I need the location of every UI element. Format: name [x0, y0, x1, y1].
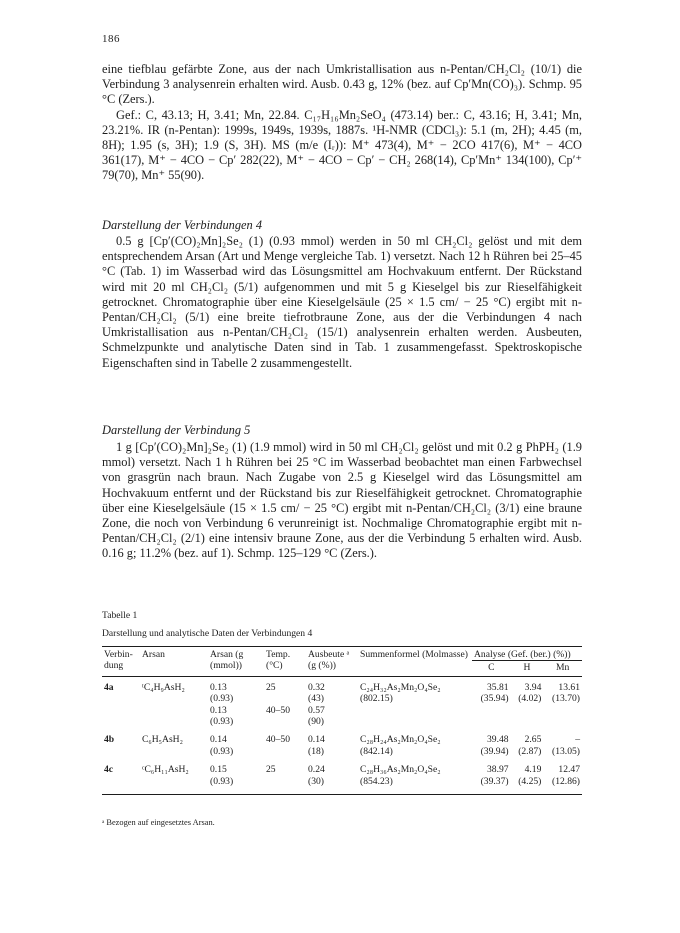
col-header-arsan-amount: Arsan (g (mmol)): [210, 649, 244, 672]
cell-c: 38.97: [486, 764, 509, 776]
row-arsan: ᶜC₆H₁₁AsH₂: [142, 764, 189, 776]
cell-amount: (0.93): [210, 775, 234, 787]
col-header-mn: Mn: [556, 662, 570, 674]
cell-mn: (13.05): [552, 745, 580, 757]
cell-yield: (30): [308, 775, 324, 787]
page-number: 186: [102, 33, 120, 45]
cell-amount: (0.93): [210, 693, 234, 705]
row-arsan: ᵗC₄H₉AsH₂: [142, 681, 185, 693]
cell-h: (4.02): [518, 693, 542, 705]
cell-yield: 0.57: [308, 704, 325, 716]
cell-temp: [264, 776, 306, 787]
cell-yield: 0.14: [308, 734, 325, 746]
row-arsan: C₆H₅AsH₂: [142, 734, 183, 746]
cell-amount: 0.13: [210, 681, 227, 693]
cell-c: 35.81: [486, 681, 509, 693]
cell-formula: C₂₈H₃₆As₂Mn₂O₄Se₂: [360, 764, 441, 776]
cell-amount: (0.93): [210, 745, 234, 757]
cell-mn: 12.47: [558, 764, 580, 776]
cell-amount: (0.93): [210, 716, 234, 728]
cell-h: 4.19: [524, 764, 542, 776]
cell-mn: 13.61: [558, 681, 580, 693]
cell-yield: (18): [308, 745, 324, 757]
cell-temp: [264, 716, 306, 727]
cell-c: (39.37): [480, 775, 509, 787]
cell-mn: –: [575, 734, 580, 746]
row-id: 4c: [104, 764, 114, 776]
cell-mn: (13.70): [552, 693, 580, 705]
cell-formula: C₂₄H₃₂As₂Mn₂O₄Se₂: [360, 681, 441, 693]
table-row: [102, 716, 582, 727]
cell-temp: 40–50: [266, 734, 290, 746]
cell-formula: (842.14): [360, 745, 393, 757]
paragraph-text: eine tiefblau gefärbte Zone, aus der nach Umkristallisation aus n-Pentan/CH₂Cl₂ (10/1) die Verbindung 3 analysenrein erhalten wird. Ausb. 0.43 g, 12% (bez. auf Cp′Mn(CO)₃). Schmp. 95 °C (Zers.).: [102, 62, 582, 107]
cell-amount: 0.15: [210, 764, 227, 776]
cell-h: 2.65: [524, 734, 542, 746]
cell-c: (39.94): [480, 745, 509, 757]
table-row: [102, 693, 582, 704]
data-table: [102, 646, 582, 795]
table-row: [102, 705, 582, 716]
col-header-formel: Summenformel (Molmasse): [360, 649, 468, 660]
cell-temp: [264, 746, 306, 757]
cell-c: (35.94): [480, 693, 509, 705]
col-header-arsan: Arsan: [142, 649, 165, 660]
row-id: 4b: [104, 734, 115, 746]
cell-formula: (854.23): [360, 775, 393, 787]
table-caption: Darstellung und analytische Daten der Verbindungen 4: [102, 628, 313, 639]
section-heading-5: Darstellung der Verbindung 5: [102, 423, 251, 437]
table-row: [102, 734, 582, 745]
cell-formula: (802.15): [360, 693, 393, 705]
cell-h: 3.94: [524, 681, 542, 693]
cell-formula: C₂₈H₂₄As₂Mn₂O₄Se₂: [360, 734, 441, 746]
col-header-h: H: [523, 662, 531, 674]
cell-yield: 0.24: [308, 764, 325, 776]
col-header-ausbeute: Ausbeute ᵃ (g (%)): [308, 649, 350, 672]
cell-h: (2.87): [518, 745, 542, 757]
cell-yield: (43): [308, 693, 324, 705]
cell-temp: [264, 693, 306, 704]
cell-yield: (90): [308, 716, 324, 728]
table-row: [102, 682, 582, 693]
table-title: Tabelle 1: [102, 610, 138, 621]
cell-amount: 0.14: [210, 734, 227, 746]
col-header-verbindung: Verbin- dung: [104, 649, 133, 672]
table-row: [102, 776, 582, 787]
section-text-5: 1 g [Cp′(CO)₂Mn]₂Se₂ (1) (1.9 mmol) wird in 50 ml CH₂Cl₂ gelöst und mit 0.2 g PhPH₂ (1.9 mmol) versetzt. Nach 1 h Rühren bei 25 °C im Wasserbad beobachtet man einen Farbwechsel von grasgrün nach braun. Nach Zugabe von 2.5 g Kieselgel wird das Lösungsmittel am Hochvakuum entfernt und der Rückstand bis zur Rieselfähigkeit getrocknet. Chromatographie über eine Kieselgelsäule (15 × 1.5 cm/ − 25 °C) ergibt mit n-Pentan/CH₂Cl₂ (3/1) eine braune Zone, die noch von Verbindung 6 verunreinigt ist. Nochmalige Chromatographie ergibt mit n-Pentan/CH₂Cl₂ (2/1) eine intensiv braune Zone, aus der die Verbindung 5 erhalten wird. Ausb. 0.16 g; 11.2% (bez. auf 1). Schmp. 125–129 °C (Zers.).: [102, 440, 582, 561]
cell-amount: 0.13: [210, 704, 227, 716]
cell-mn: (12.86): [552, 775, 580, 787]
cell-temp: 40–50: [266, 704, 290, 716]
table-row: [102, 746, 582, 757]
col-header-temp: Temp. (°C): [266, 649, 291, 672]
cell-temp: 25: [266, 764, 276, 776]
col-header-analyse: Analyse (Gef. (ber.) (%)): [472, 647, 582, 661]
section-heading-4: Darstellung der Verbindungen 4: [102, 218, 263, 232]
section-text-4: 0.5 g [Cp′(CO)₂Mn]₂Se₂ (1) (0.93 mmol) werden in 50 ml CH₂Cl₂ gelöst und mit dem entsprechendem Arsan (Art und Menge vergleiche Tab. 1) versetzt. Nach 12 h Rühren bei 25–45 °C (Tab. 1) im Wasserbad wird das Lösungsmittel am Hochvakuum entfernt. Der Rückstand wird mit 20 ml CH₂Cl₂ (5/1) aufgenommen und mit 5 g Kieselgel bis zur Rieselfähigkeit getrocknet. Chromatographie über eine Kieselgelsäule (25 × 1.5 cm/ − 25 °C) ergibt mit n-Pentan/CH₂Cl₂ (5/1) eine breite tiefrotbraune Zone, aus der die Verbindungen 4 nach Umkristallisation aus n-Pentan/CH₂Cl₂ (15/1) analysenrein erhalten werden. Ausbeuten, Schmelzpunkte und analytische Daten sind in Tab. 1 zusammengefasst. Spektroskopische Eigenschaften sind in Tabelle 2 zusammengestellt.: [102, 234, 582, 370]
row-id: 4a: [104, 681, 114, 693]
paragraph-compound-3: [102, 62, 582, 184]
table-row: [102, 764, 582, 775]
cell-temp: 25: [266, 681, 276, 693]
cell-c: 39.48: [486, 734, 509, 746]
cell-h: (4.25): [518, 775, 542, 787]
paragraph-analysis: Gef.: C, 43.13; H, 3.41; Mn, 22.84. C₁₇H₁₆Mn₂SeO₄ (473.14) ber.: C, 43.16; H, 3.41; Mn, 23.21%. IR (n-Pentan): 1999s, 1949s, 1939s, 1887s. ¹H-NMR (CDCl₃): 5.1 (m, 2H); 4.45 (m, 8H); 1.95 (s, 3H); 1.9 (S, 3H). MS (m/e (Iᵣ)): M⁺ 473(4), M⁺ − 2CO 417(6), M⁺ − 4CO 361(17), M⁺ − 4CO − Cp′ 282(22), M⁺ − 4CO − Cp′ − CH₂ 268(14), Cp′Mn⁺ 134(100), Cp′⁺ 79(70), Mn⁺ 55(90).: [102, 107, 582, 183]
col-header-c: C: [488, 662, 495, 674]
table-footnote: ᵃ Bezogen auf eingesetztes Arsan.: [102, 818, 215, 827]
cell-yield: 0.32: [308, 681, 325, 693]
